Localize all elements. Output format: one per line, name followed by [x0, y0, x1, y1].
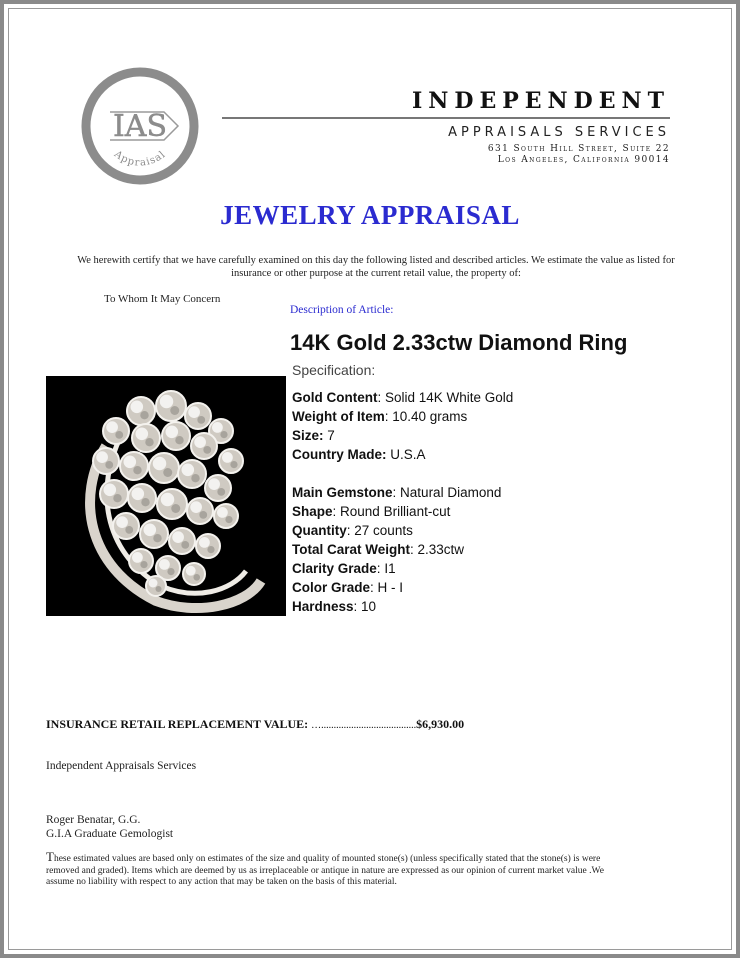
diamond-highlight: [96, 451, 108, 463]
diamond-shadow: [133, 466, 141, 474]
spec-separator: :: [377, 390, 385, 405]
diamond-highlight: [166, 426, 179, 439]
spec-separator: :: [410, 542, 418, 557]
diamond-shadow: [156, 586, 162, 592]
spec-row: [292, 502, 513, 521]
spec-separator: :: [370, 580, 378, 595]
diamond-shadow: [230, 461, 237, 468]
company-name: INDEPENDENT: [412, 88, 670, 114]
logo-letters: IAS: [112, 109, 168, 144]
diamond-highlight: [136, 428, 149, 441]
signer-title: G.I.A Graduate Gemologist: [46, 828, 174, 840]
diamond-shadow: [175, 436, 183, 444]
diamond-shadow: [115, 431, 123, 439]
diamond-highlight: [194, 436, 206, 448]
company-header: [222, 88, 670, 166]
metal-specs: [292, 388, 513, 464]
gemstone-specs: [292, 483, 513, 616]
spec-separator: :: [392, 485, 401, 500]
diamond-highlight: [160, 395, 174, 409]
signer-block: [46, 813, 173, 841]
insurance-label: INSURANCE RETAIL REPLACEMENT VALUE:: [46, 717, 309, 731]
spec-row: [292, 559, 513, 578]
spec-label: Size:: [292, 428, 324, 443]
diamond-highlight: [182, 464, 195, 477]
diamond-shadow: [199, 511, 207, 519]
spec-row: [292, 521, 513, 540]
diamond-shadow: [140, 561, 147, 568]
diamond-highlight: [159, 559, 170, 570]
spec-row: [292, 388, 513, 407]
spec-separator: :: [384, 409, 393, 424]
diamond-shadow: [197, 416, 205, 424]
spec-spacer: [292, 464, 513, 483]
svg-text:Appraisal: [111, 148, 168, 168]
recipient: To Whom It May Concern: [104, 293, 221, 305]
diamond-shadow: [163, 468, 172, 477]
spec-separator: :: [346, 523, 355, 538]
diamond-highlight: [188, 406, 200, 418]
insurance-value-line: [46, 717, 464, 732]
spec-label: Clarity Grade: [292, 561, 377, 576]
item-title: 14K Gold 2.33ctw Diamond Ring: [290, 330, 628, 355]
diamond-highlight: [132, 552, 143, 563]
signer-name: Roger Benatar, G.G.: [46, 814, 141, 826]
spec-row: [292, 597, 513, 616]
spec-value: I1: [384, 561, 396, 576]
diamond-shadow: [217, 488, 225, 496]
diamond-shadow: [171, 504, 180, 513]
spec-label: Color Grade: [292, 580, 371, 595]
spec-value: Solid 14K White Gold: [385, 390, 514, 405]
spec-label: Main Gemstone: [292, 485, 393, 500]
diamond-shadow: [191, 474, 199, 482]
diamond-shadow: [153, 534, 161, 542]
spec-row: [292, 540, 513, 559]
spec-separator: :: [353, 599, 362, 614]
diamond-highlight: [144, 524, 157, 537]
diamond-shadow: [105, 461, 113, 469]
diamond-shadow: [125, 526, 133, 534]
page-title: JEWELRY APPRAISAL: [220, 200, 520, 230]
diamond-highlight: [116, 516, 128, 528]
diamond-highlight: [149, 579, 158, 588]
spec-row: [292, 445, 513, 464]
spec-value: Round Brilliant-cut: [340, 504, 451, 519]
issuer-name: Independent Appraisals Services: [46, 760, 197, 772]
diamond-highlight: [190, 501, 202, 513]
disclaimer: [46, 851, 606, 889]
diamond-highlight: [161, 493, 175, 507]
spec-label: Shape: [292, 504, 333, 519]
diamond-shadow: [145, 438, 153, 446]
spec-value: H - I: [377, 580, 404, 595]
diamond-shadow: [207, 546, 214, 553]
spec-value: Natural Diamond: [400, 485, 502, 500]
specifications-list: [292, 388, 513, 616]
spec-value: 10: [361, 599, 377, 614]
diamond-highlight: [131, 401, 144, 414]
spec-value: U.S.A: [390, 447, 426, 462]
diamond-highlight: [104, 484, 117, 497]
spec-label: Total Carat Weight: [292, 542, 411, 557]
spec-label: Country Made:: [292, 447, 387, 462]
spec-separator: :: [376, 561, 385, 576]
spec-row: [292, 426, 513, 445]
address-line-1: 631 South Hill Street, Suite 22: [487, 144, 670, 154]
address-line-2: Los Angeles, California 90014: [497, 155, 670, 165]
spec-value: 10.40 grams: [392, 409, 468, 424]
diamond-highlight: [132, 488, 145, 501]
spec-label: Weight of Item: [292, 409, 385, 424]
diamond-shadow: [193, 574, 200, 581]
company-subtitle: APPRAISALS SERVICES: [448, 125, 670, 140]
spec-value: 2.33ctw: [417, 542, 465, 557]
diamond-highlight: [186, 566, 196, 576]
ring-photo: [46, 376, 286, 616]
spec-row: [292, 407, 513, 426]
diamond-highlight: [222, 452, 233, 463]
spec-label: Gold Content: [292, 390, 378, 405]
diamond-shadow: [170, 406, 179, 415]
diamond-shadow: [203, 446, 211, 454]
certification-text: We herewith certify that we have carefully examined on this day the following listed and described articles. We estimate the value as listed for insurance or other purpose at the current retail value, the property of:: [77, 255, 675, 279]
diamond-highlight: [217, 507, 228, 518]
diamond-shadow: [181, 541, 189, 549]
diamond-shadow: [141, 498, 149, 506]
diamond-highlight: [124, 456, 137, 469]
description-label: Description of Article:: [290, 304, 394, 316]
spec-label: Hardness: [292, 599, 354, 614]
spec-value: 7: [327, 428, 335, 443]
specification-label: Specification:: [292, 362, 376, 378]
disclaimer-text: hese estimated values are based only on estimates of the size and quality of mounted stone(s) (unless specifically stated that the stone(s) is were removed and graded). Items which are deemed by us as irreplaceable or antique in nature are expressed as our opinion of current market value .We assume no liability with respect to any action that may be taken on the basis of this material.: [46, 854, 604, 887]
diamond-highlight: [199, 537, 210, 548]
diamond-highlight: [172, 531, 184, 543]
spec-row: [292, 578, 513, 597]
diamond-shadow: [140, 411, 148, 419]
spec-label: Quantity: [292, 523, 347, 538]
spec-row: [292, 483, 513, 502]
diamond-shadow: [220, 431, 227, 438]
insurance-amount: $6,930.00: [416, 717, 465, 731]
diamond-highlight: [106, 421, 118, 433]
diamond-highlight: [208, 478, 220, 490]
spec-value: 27 counts: [354, 523, 413, 538]
diamond-shadow: [167, 568, 174, 575]
spec-separator: :: [332, 504, 341, 519]
header-rule: [222, 117, 670, 119]
diamond-highlight: [212, 422, 223, 433]
disclaimer-initial: T: [46, 849, 54, 864]
logo-ring-text: Appraisal: [111, 148, 169, 169]
diamond-highlight: [153, 457, 167, 471]
diamond-shadow: [225, 516, 232, 523]
diamond-shadow: [113, 494, 121, 502]
insurance-dots: …......................................: [311, 720, 417, 731]
ias-logo: [80, 66, 200, 186]
